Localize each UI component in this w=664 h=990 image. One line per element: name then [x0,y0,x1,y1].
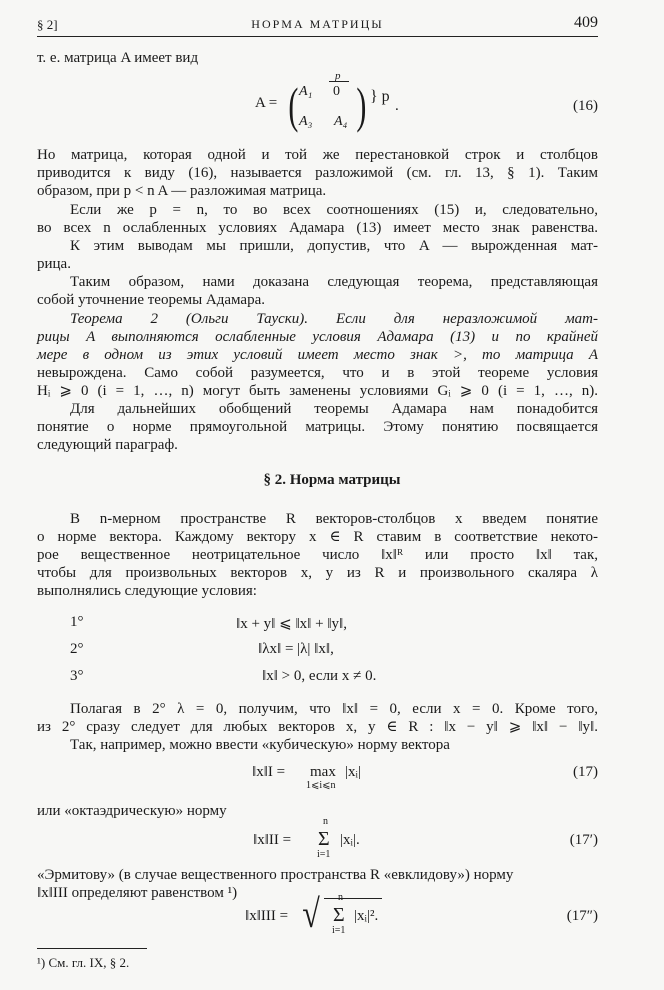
text-line: Но матрица, которая одной и той же перестановкой строк и столбцов [37,147,598,163]
cell-zero: 0 [333,84,340,99]
condition-3-formula: ‖x‖ > 0, если x ≠ 0. [262,668,377,684]
eq17-number: (17) [573,764,598,780]
text-line: ‖x‖III определяют равенством ¹) [37,885,238,901]
text-line: во всех n ослабленных условиях Адамара (13) имеет место знак равенства. [37,220,598,236]
text-line: или «октаэдрическую» норму [37,803,227,819]
condition-3-number: 3° [70,668,84,684]
text-line: выполнялись следующие условия: [37,583,257,599]
eq17pp-sum: Σ [333,904,345,926]
text-line: чтобы для произвольных векторов x, y из R и произвольного скаляра λ [37,565,598,581]
text-line: о норме вектора. Каждому вектору x ∈ R ставим в соответствие некото- [37,529,598,545]
eq17pp-lhs: ‖x‖III = [245,908,289,924]
cell-a3: A₃ [299,114,313,129]
text-line: Если же p = n, то во всех соотношениях (15) и, следовательно, [70,202,598,218]
condition-2-number: 2° [70,641,84,657]
cell-a4: A₄ [334,114,348,129]
eq16-number: (16) [573,98,598,114]
p-label-right: } p [370,88,390,105]
text-line: следующий параграф. [37,437,178,453]
right-paren: ) [356,77,367,133]
eq17pp-rhs: |xᵢ|². [354,908,379,924]
eq17pp-sum-bottom: i=1 [332,925,346,936]
eq17p-lhs: ‖x‖II = [253,832,292,848]
p-label-top: p [335,70,341,82]
eq16-dot: . [395,98,399,114]
text-line: Hᵢ ⩾ 0 (i = 1, …, n) могут быть заменены условиями Gᵢ ⩾ 0 (i = 1, …, n). [37,383,598,399]
eq17-range: 1⩽i⩽n [306,780,336,791]
condition-2-formula: ‖λx‖ = |λ| ‖x‖, [258,641,334,657]
condition-1-number: 1° [70,614,84,630]
condition-1-formula: ‖x + y‖ ⩽ ‖x‖ + ‖y‖, [236,616,348,632]
theorem-line: мере в одном из этих условий имеет место знак >, то матрица A [37,347,598,363]
eq17pp-number: (17″) [566,908,598,924]
text-line: В n-мерном пространстве R векторов-столбцов x введем понятие [70,511,598,527]
equation-16 [255,70,415,136]
text-line: К этим выводам мы пришли, допустив, что A — вырожденная мат- [70,238,598,254]
running-header [37,14,598,37]
cell-a1: A₁ [299,84,313,99]
text-line: невырождена. Само собой разумеется, что и в этой теореме условия [37,365,598,381]
header-title: НОРМА МАТРИЦЫ [251,17,384,31]
header-section: § 2] [37,17,58,32]
text-line: Для дальнейших обобщений теоремы Адамара нам понадобится [70,401,598,417]
page-number: 409 [574,14,598,31]
eq17-lhs: ‖x‖I = [252,764,286,780]
eq17pp-root: √ [302,891,320,936]
theorem-line: Теорема 2 (Ольги Тауски). Если для неразложимой мат- [70,311,598,327]
eq17-rhs: |xᵢ| [345,764,361,780]
text-line: образом, при p < n A — разложимая матрица. [37,183,327,199]
text-line: из 2° сразу следует для любых векторов x, y ∈ R : ‖x − y‖ ⩾ ‖x‖ − ‖y‖. [37,719,598,735]
overbrace [329,81,349,82]
text-line: рица. [37,256,71,272]
eq17p-number: (17′) [569,832,598,848]
text-line: Таким образом, нами доказана следующая теорема, представляющая [70,274,598,290]
text-line: Полагая в 2° λ = 0, получим, что ‖x‖ = 0, если x = 0. Кроме того, [70,701,598,717]
text-line: приводится к виду (16), называется разложимой (см. гл. 13, § 1). Таким [37,165,598,181]
left-paren: ( [288,77,299,133]
eq17-max: max [310,764,336,780]
eq17pp-sum-top: n [338,892,343,903]
eq16-lhs: A = [255,95,278,111]
text-line: собой уточнение теоремы Адамара. [37,292,265,308]
section-title: § 2. Норма матрицы [263,472,401,488]
text-line: Так, например, можно ввести «кубическую» норму вектора [70,737,450,753]
text-line: рое вещественное неотрицательное число ‖x‖ᴿ или просто ‖x‖ так, [37,547,598,563]
eq17p-rhs: |xᵢ|. [340,832,360,848]
text-line: «Эрмитову» (в случае вещественного пространства R «евклидову») норму [37,867,514,883]
eq17p-sum-bottom: i=1 [317,849,331,860]
text-line: понятие о норме прямоугольной матрицы. Этому понятию посвящается [37,419,598,435]
theorem-line: рицы A выполняются ослабленные условия Адамара (13) и по крайней [37,329,598,345]
eq17p-sum-top: n [323,816,328,827]
footnote: ¹) См. гл. IX, § 2. [37,955,130,970]
footnote-rule [37,948,147,949]
eq17p-sum: Σ [318,828,330,850]
text-line: т. е. матрица A имеет вид [37,50,199,66]
